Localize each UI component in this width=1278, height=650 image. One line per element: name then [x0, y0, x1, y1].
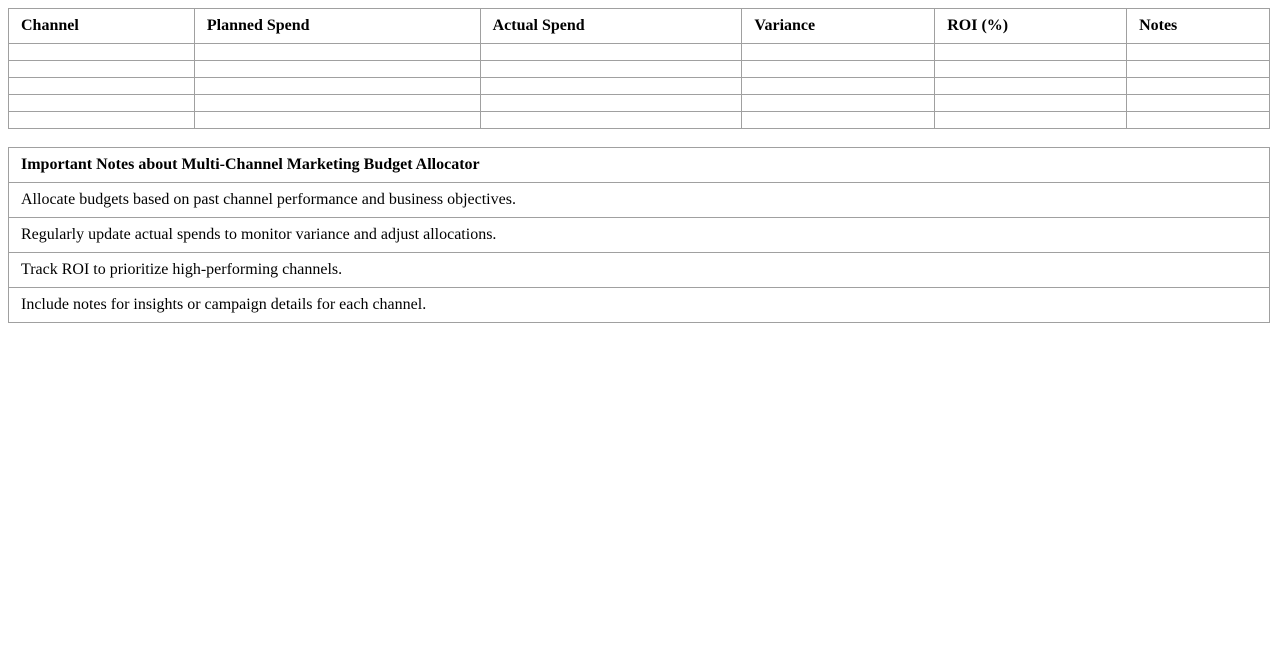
- cell-variance[interactable]: [742, 112, 935, 129]
- table-row: [9, 112, 1270, 129]
- table-row: [9, 44, 1270, 61]
- cell-variance[interactable]: [742, 95, 935, 112]
- column-header-channel: Channel: [9, 9, 195, 44]
- table-row: [9, 78, 1270, 95]
- cell-actual-spend[interactable]: [480, 78, 742, 95]
- budget-table: [8, 8, 1270, 129]
- cell-channel[interactable]: [9, 78, 195, 95]
- cell-roi[interactable]: [935, 95, 1127, 112]
- column-header-roi: ROI (%): [935, 9, 1127, 44]
- column-header-actual-spend: Actual Spend: [480, 9, 742, 44]
- cell-roi[interactable]: [935, 61, 1127, 78]
- note-item: Regularly update actual spends to monitor variance and adjust allocations.: [9, 218, 1270, 253]
- note-item: Track ROI to prioritize high-performing channels.: [9, 253, 1270, 288]
- cell-notes[interactable]: [1127, 112, 1270, 129]
- note-item: Include notes for insights or campaign details for each channel.: [9, 288, 1270, 323]
- cell-variance[interactable]: [742, 78, 935, 95]
- cell-planned-spend[interactable]: [194, 78, 480, 95]
- cell-actual-spend[interactable]: [480, 112, 742, 129]
- table-row: [9, 61, 1270, 78]
- cell-notes[interactable]: [1127, 95, 1270, 112]
- cell-notes[interactable]: [1127, 78, 1270, 95]
- notes-table: [8, 147, 1270, 323]
- column-header-variance: Variance: [742, 9, 935, 44]
- notes-row: [9, 218, 1270, 253]
- cell-notes[interactable]: [1127, 44, 1270, 61]
- column-header-notes: Notes: [1127, 9, 1270, 44]
- notes-header-row: [9, 148, 1270, 183]
- cell-channel[interactable]: [9, 44, 195, 61]
- cell-notes[interactable]: [1127, 61, 1270, 78]
- cell-channel[interactable]: [9, 61, 195, 78]
- cell-planned-spend[interactable]: [194, 112, 480, 129]
- cell-planned-spend[interactable]: [194, 95, 480, 112]
- notes-row: [9, 183, 1270, 218]
- note-item: Allocate budgets based on past channel performance and business objectives.: [9, 183, 1270, 218]
- cell-channel[interactable]: [9, 112, 195, 129]
- cell-planned-spend[interactable]: [194, 44, 480, 61]
- cell-channel[interactable]: [9, 95, 195, 112]
- cell-actual-spend[interactable]: [480, 61, 742, 78]
- notes-row: [9, 288, 1270, 323]
- cell-roi[interactable]: [935, 44, 1127, 61]
- table-header-row: [9, 9, 1270, 44]
- cell-actual-spend[interactable]: [480, 44, 742, 61]
- cell-actual-spend[interactable]: [480, 95, 742, 112]
- cell-roi[interactable]: [935, 112, 1127, 129]
- notes-title: Important Notes about Multi-Channel Marketing Budget Allocator: [9, 148, 1270, 183]
- cell-planned-spend[interactable]: [194, 61, 480, 78]
- column-header-planned-spend: Planned Spend: [194, 9, 480, 44]
- cell-variance[interactable]: [742, 44, 935, 61]
- cell-variance[interactable]: [742, 61, 935, 78]
- cell-roi[interactable]: [935, 78, 1127, 95]
- notes-row: [9, 253, 1270, 288]
- table-row: [9, 95, 1270, 112]
